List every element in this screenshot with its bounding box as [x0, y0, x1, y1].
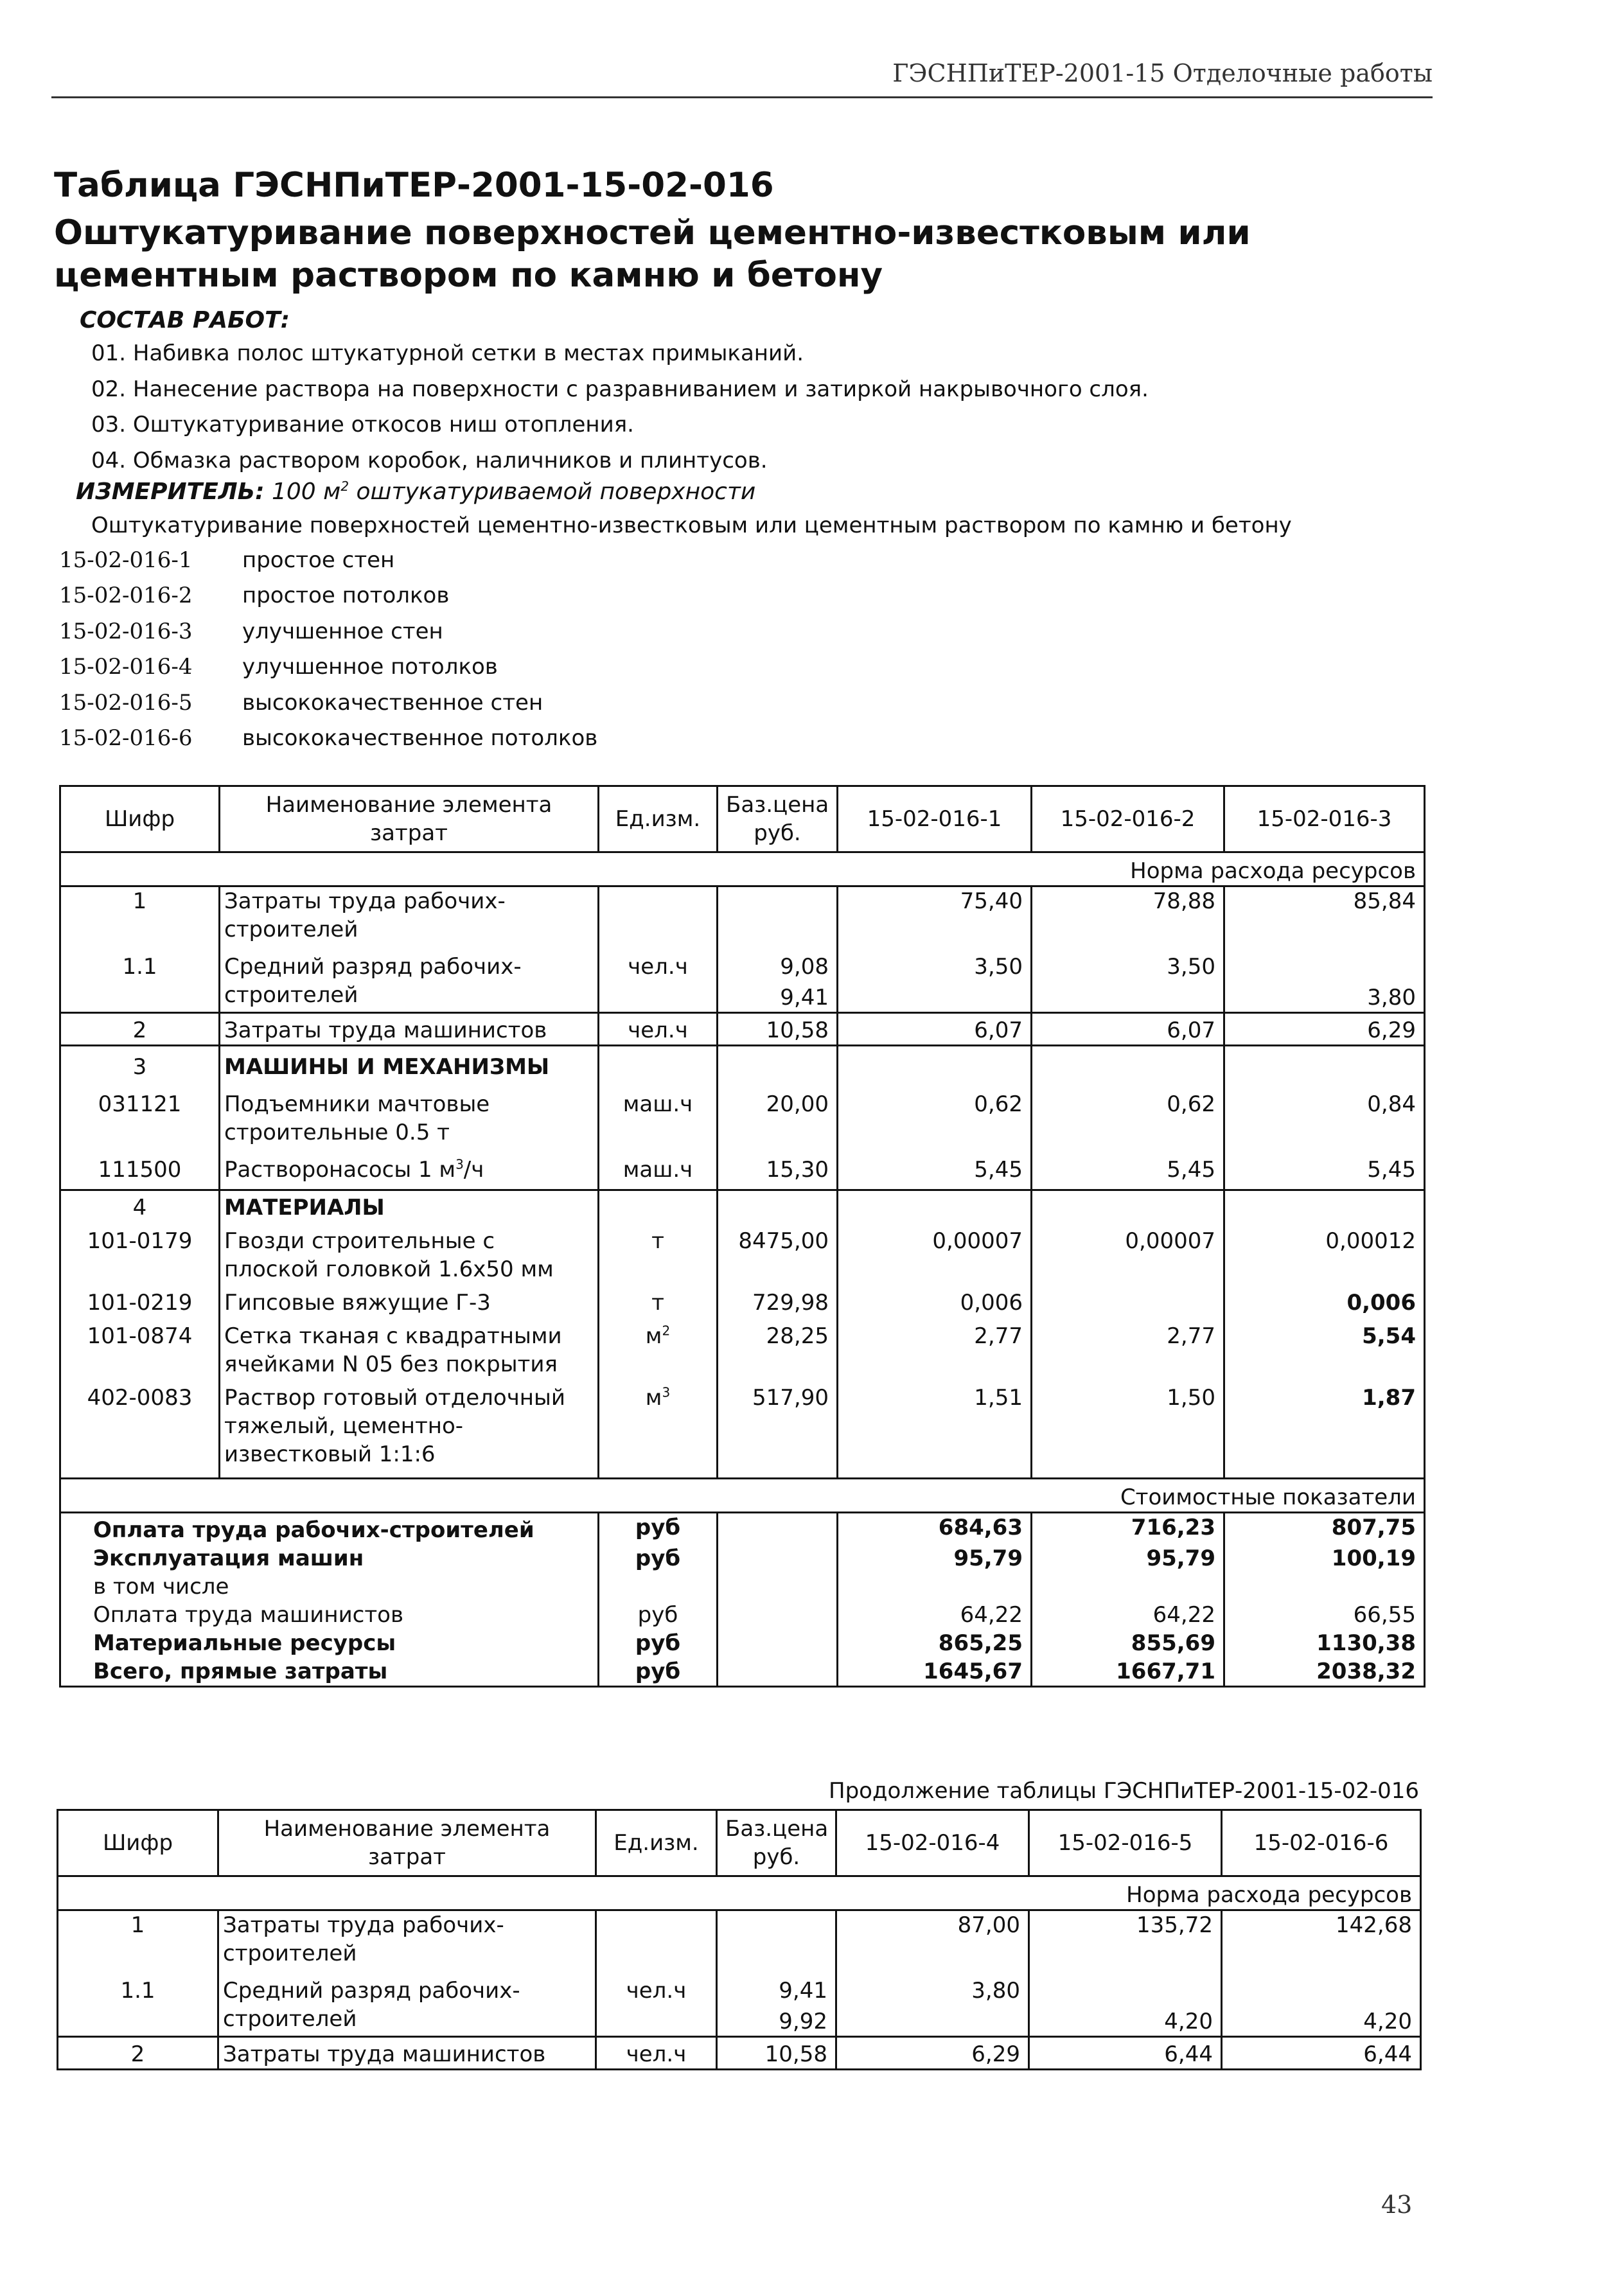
variant-name: простое потолков: [242, 583, 450, 608]
cost-section-label: Стоимостные показатели: [60, 1479, 1425, 1513]
cost-row: [60, 1544, 1425, 1573]
variant-row: [59, 690, 543, 716]
row-price: [718, 886, 838, 944]
row-value: 87,00: [836, 1910, 1029, 1968]
empty-cell: [1032, 1190, 1224, 1222]
row-unit: [599, 886, 718, 944]
row-value: 6,07: [1032, 1013, 1224, 1046]
row-price: 10,58: [718, 1013, 838, 1046]
row-name: Средний разряд рабочих-строителей: [218, 1968, 596, 2037]
row-price: 9,08: [780, 954, 829, 980]
empty-cell: [718, 1046, 838, 1082]
empty-cell: [718, 1573, 838, 1601]
group-code: 3: [60, 1046, 220, 1082]
row-unit: чел.ч: [596, 1968, 717, 2037]
cost-value: 66,55: [1224, 1601, 1425, 1629]
row-unit: чел.ч: [596, 2037, 717, 2070]
subtitle-line-1: Оштукатуривание поверхностей цементно-известковым или: [54, 213, 1251, 252]
variant-row: [59, 583, 449, 608]
variant-code: 15-02-016-6: [59, 725, 193, 751]
row-code: 101-0219: [60, 1283, 220, 1317]
row-unit-text: м: [645, 1385, 662, 1411]
row-name: Сетка тканая с квадратными ячейками N 05 без покрытия: [220, 1317, 599, 1379]
variant-name: улучшенное потолков: [242, 654, 498, 680]
measure-label: ИЗМЕРИТЕЛЬ:: [76, 479, 265, 505]
table-header-row: [60, 786, 1425, 852]
row-unit: [599, 1317, 718, 1379]
row-value: 6,29: [836, 2037, 1029, 2070]
row-price-cell: [718, 944, 838, 1013]
cost-label: Эксплуатация машин: [60, 1544, 599, 1573]
work-item: 01. Набивка полос штукатурной сетки в местах примыканий.: [91, 340, 804, 366]
variant-code: 15-02-016-3: [59, 619, 193, 644]
row-value: 0,62: [838, 1081, 1032, 1147]
cost-value: 1130,38: [1224, 1629, 1425, 1657]
work-item: 04. Обмазка раствором коробок, наличников и плинтусов.: [91, 448, 768, 473]
cost-value: [1032, 1573, 1224, 1601]
empty-cell: [838, 1190, 1032, 1222]
work-item: 02. Нанесение раствора на поверхности с разравниванием и затиркой накрывочного слоя.: [91, 376, 1149, 402]
row-value: 5,45: [1032, 1147, 1224, 1190]
cost-value: 865,25: [838, 1629, 1032, 1657]
table-row: [60, 886, 1425, 944]
row-price-cell: [717, 1968, 836, 2037]
cost-row: [60, 1657, 1425, 1687]
column-header-variant: 15-02-016-3: [1224, 786, 1425, 852]
table-title: Таблица ГЭСНПиТЕР-2001-15-02-016: [54, 166, 774, 205]
variant-name: высококачественное стен: [242, 690, 543, 716]
row-name-text: Растворонасосы 1 м: [224, 1157, 456, 1183]
empty-cell: [1032, 1046, 1224, 1082]
cost-row: [60, 1513, 1425, 1545]
row-price: 729,98: [718, 1283, 838, 1317]
section-row: [60, 852, 1425, 886]
norm-section-label: Норма расхода ресурсов: [58, 1876, 1421, 1910]
column-header-code: Шифр: [58, 1810, 218, 1876]
variant-name: улучшенное стен: [242, 619, 443, 644]
row-name: [220, 1147, 599, 1190]
variant-code: 15-02-016-2: [59, 583, 193, 608]
row-value: 1,50: [1032, 1379, 1224, 1479]
table-row: [60, 1317, 1425, 1379]
row-name: Средний разряд рабочих-строителей: [220, 944, 599, 1013]
cost-label: Материальные ресурсы: [60, 1629, 599, 1657]
column-header-price: Баз.цена руб.: [717, 1810, 836, 1876]
column-header-code: Шифр: [60, 786, 220, 852]
column-header-variant: 15-02-016-5: [1029, 1810, 1222, 1876]
row-price-alt: 9,92: [779, 2009, 827, 2034]
row-value: 0,00012: [1224, 1222, 1425, 1283]
measure-value: 100 м: [271, 479, 341, 505]
empty-cell: [1224, 1190, 1425, 1222]
row-value: [1032, 1283, 1224, 1317]
row-name: Затраты труда рабочих-строителей: [220, 886, 599, 944]
cost-value: 716,23: [1032, 1513, 1224, 1545]
empty-cell: [718, 1657, 838, 1687]
row-value: 6,07: [838, 1013, 1032, 1046]
empty-cell: [718, 1601, 838, 1629]
row-price-alt: 9,41: [780, 985, 829, 1010]
row-value: 2,77: [838, 1317, 1032, 1379]
table-row: [58, 1968, 1421, 2037]
section-row: [58, 1876, 1421, 1910]
group-name: МАТЕРИАЛЫ: [220, 1190, 599, 1222]
row-name-superscript: 3: [455, 1156, 464, 1172]
empty-cell: [838, 1046, 1032, 1082]
cost-label: Оплата труда рабочих-строителей: [60, 1513, 599, 1545]
cost-row: [60, 1601, 1425, 1629]
row-code: 1.1: [58, 1968, 218, 2037]
header-rule: [51, 96, 1433, 98]
variant-name: высококачественное потолков: [242, 725, 598, 751]
row-name: Подъемники мачтовые строительные 0.5 т: [220, 1081, 599, 1147]
row-value: 5,54: [1224, 1317, 1425, 1379]
row-unit-text: м: [645, 1323, 662, 1349]
table-row: [60, 944, 1425, 1013]
cost-value: 2038,32: [1224, 1657, 1425, 1687]
cost-value: 1645,67: [838, 1657, 1032, 1687]
measure-superscript: 2: [340, 479, 349, 494]
row-price: 15,30: [718, 1147, 838, 1190]
row-value: 3,50: [1032, 944, 1224, 1013]
row-price: [717, 1910, 836, 1968]
row-name: Затраты труда рабочих-строителей: [218, 1910, 596, 1968]
row-value: 3,50: [838, 944, 1032, 1013]
cost-row: [60, 1573, 1425, 1601]
row-code: 2: [60, 1013, 220, 1046]
cost-value: 855,69: [1032, 1629, 1224, 1657]
row-value: 75,40: [838, 886, 1032, 944]
cost-value: [1224, 1573, 1425, 1601]
row-value: 5,45: [838, 1147, 1032, 1190]
variant-code: 15-02-016-1: [59, 547, 193, 573]
row-code: 1.1: [60, 944, 220, 1013]
cost-value: [838, 1573, 1032, 1601]
variant-name: простое стен: [242, 547, 395, 573]
row-price: 8475,00: [718, 1222, 838, 1283]
row-value: 135,72: [1029, 1910, 1222, 1968]
row-value: 0,006: [1224, 1283, 1425, 1317]
column-header-unit: Ед.изм.: [599, 786, 718, 852]
row-name: Затраты труда машинистов: [218, 2037, 596, 2070]
row-unit: чел.ч: [599, 944, 718, 1013]
row-value: 4,20: [1222, 1968, 1421, 2037]
cost-label: Оплата труда машинистов: [60, 1601, 599, 1629]
row-unit: маш.ч: [599, 1147, 718, 1190]
row-unit: [599, 1379, 718, 1479]
table-row: [60, 1222, 1425, 1283]
table-row: [60, 1379, 1425, 1479]
norms-table-2: [57, 1809, 1422, 2070]
section-row: [60, 1479, 1425, 1513]
row-name: Гипсовые вяжущие Г-3: [220, 1283, 599, 1317]
group-row: [60, 1046, 1425, 1082]
row-unit: чел.ч: [599, 1013, 718, 1046]
row-name: Раствор готовый отделочный тяжелый, цементно-известковый 1:1:6: [220, 1379, 599, 1479]
column-header-variant: 15-02-016-6: [1222, 1810, 1421, 1876]
norm-section-label: Норма расхода ресурсов: [60, 852, 1425, 886]
cost-unit: руб: [599, 1629, 718, 1657]
row-value: 142,68: [1222, 1910, 1421, 1968]
empty-cell: [718, 1544, 838, 1573]
row-unit: т: [599, 1222, 718, 1283]
cost-label: в том числе: [60, 1573, 599, 1601]
table-header-row: [58, 1810, 1421, 1876]
variant-row: [59, 725, 597, 751]
cost-value: 684,63: [838, 1513, 1032, 1545]
table-row: [60, 1081, 1425, 1147]
column-header-price: Баз.цена руб.: [718, 786, 838, 852]
row-code: 031121: [60, 1081, 220, 1147]
row-price: 517,90: [718, 1379, 838, 1479]
row-value: 6,44: [1222, 2037, 1421, 2070]
row-value: 3,80: [1224, 944, 1425, 1013]
cost-value: 95,79: [838, 1544, 1032, 1573]
row-price: 20,00: [718, 1081, 838, 1147]
variant-row: [59, 619, 443, 644]
norms-table-1: [59, 785, 1425, 1688]
cost-unit: руб: [599, 1601, 718, 1629]
row-code: 2: [58, 2037, 218, 2070]
row-value: 1,87: [1224, 1379, 1425, 1479]
table-row: [58, 2037, 1421, 2070]
variant-code: 15-02-016-4: [59, 654, 193, 680]
row-price: 9,41: [779, 1978, 827, 2004]
cost-value: 100,19: [1224, 1544, 1425, 1573]
row-code: 101-0874: [60, 1317, 220, 1379]
variant-code: 15-02-016-5: [59, 690, 193, 716]
empty-cell: [718, 1513, 838, 1545]
table-row: [60, 1147, 1425, 1190]
composition-heading: СОСТАВ РАБОТ:: [80, 307, 290, 333]
row-code: 101-0179: [60, 1222, 220, 1283]
subtitle-line-2: цементным раствором по камню и бетону: [54, 256, 883, 295]
cost-unit: руб: [599, 1513, 718, 1545]
running-header: ГЭСНПиТЕР-2001-15 Отделочные работы: [892, 59, 1433, 87]
cost-value: 95,79: [1032, 1544, 1224, 1573]
page-number: 43: [1381, 2190, 1413, 2219]
column-header-variant: 15-02-016-2: [1032, 786, 1224, 852]
row-value: 85,84: [1224, 886, 1425, 944]
row-name: Гвозди строительные с плоской головкой 1.6х50 мм: [220, 1222, 599, 1283]
row-value: 0,006: [838, 1283, 1032, 1317]
cost-unit: руб: [599, 1657, 718, 1687]
cost-value: 1667,71: [1032, 1657, 1224, 1687]
row-value: 0,62: [1032, 1081, 1224, 1147]
row-price: 28,25: [718, 1317, 838, 1379]
variant-row: [59, 654, 498, 680]
row-value: 0,00007: [838, 1222, 1032, 1283]
cost-label: Всего, прямые затраты: [60, 1657, 599, 1687]
row-unit-superscript: 2: [662, 1323, 671, 1339]
row-name-suffix: /ч: [463, 1157, 484, 1183]
cost-value: 64,22: [1032, 1601, 1224, 1629]
measure-unit-line: [76, 479, 755, 505]
column-header-variant: 15-02-016-1: [838, 786, 1032, 852]
table-row: [58, 1910, 1421, 1968]
row-unit: т: [599, 1283, 718, 1317]
table-row: [60, 1013, 1425, 1046]
empty-cell: [1224, 1046, 1425, 1082]
group-row: [60, 1190, 1425, 1222]
row-value: 0,84: [1224, 1081, 1425, 1147]
row-code: 111500: [60, 1147, 220, 1190]
cost-unit: руб: [599, 1544, 718, 1573]
variant-row: [59, 547, 394, 573]
cost-value: 64,22: [838, 1601, 1032, 1629]
cost-unit: [599, 1573, 718, 1601]
continuation-note: Продолжение таблицы ГЭСНПиТЕР-2001-15-02-016: [829, 1778, 1420, 1804]
row-unit: [596, 1910, 717, 1968]
table-row: [60, 1283, 1425, 1317]
row-value: 6,44: [1029, 2037, 1222, 2070]
empty-cell: [599, 1190, 718, 1222]
row-value: 4,20: [1029, 1968, 1222, 2037]
row-code: 1: [60, 886, 220, 944]
row-code: 402-0083: [60, 1379, 220, 1479]
column-header-name: Наименование элемента затрат: [220, 786, 599, 852]
row-value: 78,88: [1032, 886, 1224, 944]
measure-description: оштукатуриваемой поверхности: [356, 479, 756, 505]
row-price: 10,58: [717, 2037, 836, 2070]
row-value: 5,45: [1224, 1147, 1425, 1190]
row-value: 0,00007: [1032, 1222, 1224, 1283]
row-unit-superscript: 3: [662, 1384, 671, 1400]
column-header-unit: Ед.изм.: [596, 1810, 717, 1876]
row-name: Затраты труда машинистов: [220, 1013, 599, 1046]
cost-row: [60, 1629, 1425, 1657]
row-unit: маш.ч: [599, 1081, 718, 1147]
row-value: 6,29: [1224, 1013, 1425, 1046]
row-value: 1,51: [838, 1379, 1032, 1479]
row-value: 3,80: [836, 1968, 1029, 2037]
variants-intro: Оштукатуривание поверхностей цементно-известковым или цементным раствором по камню и бетону: [91, 513, 1292, 538]
column-header-variant: 15-02-016-4: [836, 1810, 1029, 1876]
cost-value: 807,75: [1224, 1513, 1425, 1545]
empty-cell: [718, 1190, 838, 1222]
empty-cell: [599, 1046, 718, 1082]
work-item: 03. Оштукатуривание откосов ниш отопления.: [91, 412, 634, 437]
row-code: 1: [58, 1910, 218, 1968]
row-value: 2,77: [1032, 1317, 1224, 1379]
group-name: МАШИНЫ И МЕХАНИЗМЫ: [220, 1046, 599, 1082]
group-code: 4: [60, 1190, 220, 1222]
column-header-name: Наименование элемента затрат: [218, 1810, 596, 1876]
empty-cell: [718, 1629, 838, 1657]
